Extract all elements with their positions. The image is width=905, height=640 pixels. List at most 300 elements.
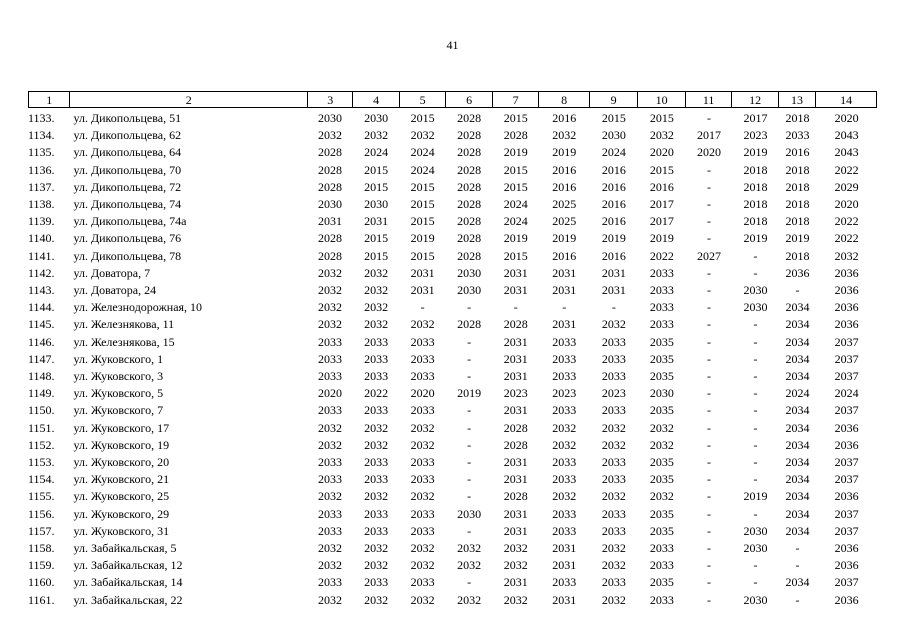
year-cell: 2030: [364, 197, 389, 212]
year-cell: -: [467, 455, 472, 470]
row-number: 1159.: [28, 558, 55, 573]
year-cell: 2028: [457, 197, 482, 212]
year-cell: 2035: [649, 334, 674, 349]
data-body: [28, 110, 877, 609]
year-cell: 2033: [552, 575, 577, 590]
row-address: ул. Забайкальская, 22: [73, 592, 183, 607]
year-cell: 2032: [552, 489, 577, 504]
year-cell: 2032: [410, 541, 435, 556]
year-cell: 2028: [457, 128, 482, 143]
year-cell: 2033: [552, 472, 577, 487]
row-number: 1143.: [28, 283, 55, 298]
year-cell: 2024: [601, 145, 626, 160]
year-cell: -: [467, 489, 472, 504]
year-cell: -: [706, 283, 711, 298]
row-number: 1139.: [28, 214, 55, 229]
year-cell: 2032: [601, 489, 626, 504]
year-cell: 2032: [410, 592, 435, 607]
year-cell: 2031: [503, 369, 528, 384]
year-cell: 2030: [457, 283, 482, 298]
year-cell: 2033: [318, 455, 343, 470]
year-cell: 2015: [410, 197, 435, 212]
year-cell: -: [706, 420, 711, 435]
year-cell: 2016: [601, 179, 626, 194]
year-cell: 2032: [503, 558, 528, 573]
year-cell: 2036: [834, 283, 859, 298]
year-cell: -: [753, 265, 758, 280]
year-cell: 2033: [364, 455, 389, 470]
table-row: [28, 437, 877, 454]
header-cell: 13: [778, 92, 815, 108]
year-cell: 2043: [834, 128, 859, 143]
year-cell: 2032: [552, 437, 577, 452]
row-number: 1144.: [28, 300, 55, 315]
year-cell: 2022: [834, 162, 859, 177]
year-cell: 2032: [834, 248, 859, 263]
year-cell: 2033: [649, 558, 674, 573]
table-row: [28, 420, 877, 437]
year-cell: 2032: [364, 317, 389, 332]
year-cell: 2033: [364, 403, 389, 418]
year-cell: 2024: [503, 214, 528, 229]
year-cell: 2032: [503, 541, 528, 556]
year-cell: 2016: [552, 111, 577, 125]
year-cell: 2018: [743, 214, 768, 229]
year-cell: -: [753, 472, 758, 487]
year-cell: 2031: [364, 214, 389, 229]
table-row: [28, 368, 877, 385]
row-address: ул. Жуковского, 21: [73, 472, 170, 487]
year-cell: 2032: [364, 489, 389, 504]
year-cell: 2032: [410, 317, 435, 332]
year-cell: -: [706, 455, 711, 470]
year-cell: 2037: [834, 506, 859, 521]
year-cell: 2031: [552, 558, 577, 573]
row-number: 1151.: [28, 420, 55, 435]
year-cell: 2030: [601, 128, 626, 143]
year-cell: -: [753, 317, 758, 332]
year-cell: 2031: [503, 575, 528, 590]
year-cell: 2023: [743, 128, 768, 143]
year-cell: 2032: [364, 420, 389, 435]
year-cell: 2030: [743, 592, 768, 607]
table-row: [28, 385, 877, 402]
year-cell: 2032: [318, 283, 343, 298]
year-cell: 2032: [364, 437, 389, 452]
year-cell: 2031: [503, 283, 528, 298]
year-cell: -: [706, 403, 711, 418]
year-cell: 2031: [503, 265, 528, 280]
year-cell: 2033: [785, 128, 810, 143]
year-cell: 2035: [649, 351, 674, 366]
year-cell: 2032: [318, 420, 343, 435]
year-cell: 2023: [601, 386, 626, 401]
row-address: ул. Забайкальская, 12: [73, 558, 183, 573]
row-address: ул. Железнякова, 11: [73, 317, 175, 332]
year-cell: 2033: [364, 575, 389, 590]
year-cell: -: [706, 489, 711, 504]
year-cell: 2033: [649, 265, 674, 280]
year-cell: 2031: [552, 283, 577, 298]
year-cell: 2033: [410, 334, 435, 349]
year-cell: 2032: [318, 489, 343, 504]
year-cell: 2018: [785, 162, 810, 177]
year-cell: 2033: [552, 455, 577, 470]
year-cell: 2020: [834, 197, 859, 212]
year-cell: 2037: [834, 575, 859, 590]
year-cell: 2031: [552, 592, 577, 607]
year-cell: 2028: [503, 317, 528, 332]
year-cell: 2034: [785, 489, 810, 504]
year-cell: 2023: [552, 386, 577, 401]
year-cell: 2028: [318, 248, 343, 263]
year-cell: -: [753, 506, 758, 521]
year-cell: -: [706, 541, 711, 556]
year-cell: 2032: [364, 128, 389, 143]
year-cell: 2031: [601, 283, 626, 298]
row-address: ул. Жуковского, 3: [73, 369, 164, 384]
year-cell: 2033: [649, 300, 674, 315]
row-address: ул. Дикопольцева, 78: [73, 248, 182, 263]
year-cell: 2028: [457, 162, 482, 177]
year-cell: 2032: [649, 437, 674, 452]
header-cell: 14: [816, 92, 877, 108]
row-number: 1146.: [28, 334, 55, 349]
year-cell: 2015: [410, 214, 435, 229]
row-address: ул. Доватора, 7: [73, 265, 151, 280]
table-row: [28, 454, 877, 471]
row-address: ул. Жуковского, 20: [73, 455, 170, 470]
year-cell: 2028: [503, 128, 528, 143]
year-cell: 2033: [601, 523, 626, 538]
row-address: ул. Дикопольцева, 76: [73, 231, 182, 246]
table-row: [28, 110, 877, 127]
year-cell: 2032: [410, 558, 435, 573]
header-cell: 5: [399, 92, 445, 108]
year-cell: 2033: [410, 403, 435, 418]
year-cell: 2024: [364, 145, 389, 160]
year-cell: 2032: [318, 300, 343, 315]
year-cell: 2016: [552, 162, 577, 177]
page-number: 41: [446, 38, 459, 52]
row-address: ул. Жуковского, 17: [73, 420, 170, 435]
year-cell: 2037: [834, 455, 859, 470]
year-cell: 2020: [318, 386, 343, 401]
year-cell: 2033: [649, 541, 674, 556]
year-cell: 2032: [503, 592, 528, 607]
year-cell: 2034: [785, 403, 810, 418]
year-cell: 2032: [457, 592, 482, 607]
year-cell: -: [706, 231, 711, 246]
year-cell: -: [467, 420, 472, 435]
year-cell: 2033: [364, 472, 389, 487]
year-cell: 2025: [552, 197, 577, 212]
year-cell: -: [467, 472, 472, 487]
row-address: ул. Дикопольцева, 51: [73, 111, 182, 125]
year-cell: 2020: [649, 145, 674, 160]
year-cell: 2015: [503, 162, 528, 177]
year-cell: 2037: [834, 369, 859, 384]
year-cell: 2022: [364, 386, 389, 401]
row-number: 1160.: [28, 575, 55, 590]
year-cell: -: [795, 592, 800, 607]
year-cell: 2024: [410, 145, 435, 160]
year-cell: 2036: [785, 265, 810, 280]
year-cell: 2034: [785, 420, 810, 435]
year-cell: -: [706, 197, 711, 212]
year-cell: 2030: [318, 111, 343, 125]
year-cell: -: [467, 369, 472, 384]
year-cell: 2030: [318, 197, 343, 212]
year-cell: 2015: [649, 162, 674, 177]
table-row: [28, 402, 877, 419]
table-row: [28, 523, 877, 540]
year-cell: -: [513, 300, 518, 315]
row-address: ул. Жуковского, 31: [73, 523, 170, 538]
year-cell: 2032: [410, 128, 435, 143]
year-cell: 2033: [552, 351, 577, 366]
year-cell: 2033: [318, 523, 343, 538]
year-cell: 2036: [834, 265, 859, 280]
year-cell: 2028: [457, 231, 482, 246]
row-address: ул. Дикопольцева, 72: [73, 179, 182, 194]
year-cell: 2033: [364, 334, 389, 349]
year-cell: 2036: [834, 592, 859, 607]
year-cell: 2032: [552, 128, 577, 143]
year-cell: 2020: [696, 145, 721, 160]
year-cell: -: [753, 369, 758, 384]
year-cell: 2016: [785, 145, 810, 160]
year-cell: -: [706, 386, 711, 401]
year-cell: 2032: [318, 541, 343, 556]
table-row: [28, 334, 877, 351]
table-row: [28, 230, 877, 247]
year-cell: 2028: [318, 179, 343, 194]
year-cell: 2033: [318, 351, 343, 366]
year-cell: 2031: [503, 403, 528, 418]
year-cell: 2019: [503, 145, 528, 160]
year-cell: 2033: [318, 575, 343, 590]
row-address: ул. Жуковского, 19: [73, 437, 170, 452]
year-cell: 2017: [649, 214, 674, 229]
year-cell: 2033: [364, 369, 389, 384]
year-cell: 2028: [503, 489, 528, 504]
year-cell: 2034: [785, 437, 810, 452]
year-cell: 2030: [649, 386, 674, 401]
year-cell: -: [753, 386, 758, 401]
year-cell: 2016: [601, 162, 626, 177]
year-cell: 2025: [552, 214, 577, 229]
year-cell: -: [611, 300, 616, 315]
year-cell: 2033: [364, 523, 389, 538]
year-cell: 2037: [834, 351, 859, 366]
year-cell: -: [562, 300, 567, 315]
header-cell: 1: [29, 92, 70, 108]
year-cell: 2032: [601, 592, 626, 607]
row-address: ул. Жуковского, 1: [73, 351, 164, 366]
row-number: 1147.: [28, 351, 55, 366]
table-row: [28, 506, 877, 523]
row-address: ул. Дикопольцева, 62: [73, 128, 182, 143]
header-cell: 3: [307, 92, 352, 108]
row-address: ул. Жуковского, 5: [73, 386, 164, 401]
row-number: 1137.: [28, 179, 55, 194]
year-cell: 2031: [503, 334, 528, 349]
year-cell: -: [706, 300, 711, 315]
year-cell: 2033: [649, 283, 674, 298]
table-row: [28, 127, 877, 144]
year-cell: 2034: [785, 369, 810, 384]
year-cell: 2022: [649, 248, 674, 263]
year-cell: 2032: [318, 592, 343, 607]
year-cell: -: [706, 111, 711, 125]
row-number: 1152.: [28, 437, 55, 452]
table-row: [28, 351, 877, 368]
year-cell: 2032: [364, 592, 389, 607]
year-cell: 2035: [649, 455, 674, 470]
row-address: ул. Жуковского, 7: [73, 403, 164, 418]
year-cell: 2031: [503, 351, 528, 366]
table-row: [28, 162, 877, 179]
year-cell: -: [753, 403, 758, 418]
year-cell: -: [706, 506, 711, 521]
year-cell: 2032: [552, 420, 577, 435]
year-cell: -: [753, 334, 758, 349]
year-cell: 2032: [457, 541, 482, 556]
table-row: [28, 574, 877, 591]
year-cell: -: [467, 403, 472, 418]
header-cell: 12: [732, 92, 778, 108]
table-row: [28, 196, 877, 213]
table-row: [28, 299, 877, 316]
header-cell: 7: [492, 92, 538, 108]
year-cell: 2031: [503, 506, 528, 521]
year-cell: 2030: [457, 265, 482, 280]
year-cell: -: [420, 300, 425, 315]
year-cell: 2015: [503, 111, 528, 125]
year-cell: 2019: [552, 231, 577, 246]
year-cell: 2035: [649, 403, 674, 418]
year-cell: 2019: [457, 386, 482, 401]
year-cell: 2030: [743, 523, 768, 538]
year-cell: 2033: [410, 472, 435, 487]
year-cell: 2033: [410, 455, 435, 470]
year-cell: 2015: [364, 162, 389, 177]
year-cell: 2036: [834, 300, 859, 315]
table-row: [28, 213, 877, 230]
year-cell: -: [706, 523, 711, 538]
year-cell: 2033: [601, 575, 626, 590]
year-cell: 2032: [364, 283, 389, 298]
year-cell: -: [706, 437, 711, 452]
header-cell: 2: [70, 92, 308, 108]
year-cell: 2031: [410, 265, 435, 280]
year-cell: 2036: [834, 437, 859, 452]
year-cell: 2031: [410, 283, 435, 298]
year-cell: 2028: [503, 420, 528, 435]
year-cell: 2032: [318, 265, 343, 280]
year-cell: 2015: [601, 111, 626, 125]
year-cell: 2018: [785, 111, 810, 125]
year-cell: 2033: [410, 506, 435, 521]
year-cell: 2032: [601, 317, 626, 332]
year-cell: 2032: [318, 128, 343, 143]
year-cell: -: [753, 420, 758, 435]
year-cell: 2033: [601, 403, 626, 418]
year-cell: 2019: [601, 231, 626, 246]
row-number: 1135.: [28, 145, 55, 160]
year-cell: 2037: [834, 334, 859, 349]
year-cell: -: [706, 558, 711, 573]
year-cell: 2035: [649, 506, 674, 521]
year-cell: 2033: [410, 351, 435, 366]
year-cell: 2015: [410, 248, 435, 263]
year-cell: 2019: [649, 231, 674, 246]
table-row: [28, 248, 877, 265]
year-cell: 2032: [364, 265, 389, 280]
year-cell: -: [706, 179, 711, 194]
year-cell: -: [467, 523, 472, 538]
row-number: 1157.: [28, 523, 55, 538]
year-cell: 2036: [834, 541, 859, 556]
year-cell: 2032: [649, 128, 674, 143]
header-cell: 10: [638, 92, 686, 108]
row-address: ул. Дикопольцева, 74а: [73, 214, 187, 229]
year-cell: 2033: [318, 403, 343, 418]
table-row: [28, 488, 877, 505]
year-cell: 2032: [601, 437, 626, 452]
row-number: 1140.: [28, 231, 55, 246]
year-cell: 2033: [601, 351, 626, 366]
year-cell: 2027: [696, 248, 721, 263]
year-cell: -: [706, 351, 711, 366]
year-cell: 2017: [743, 111, 768, 125]
year-cell: 2034: [785, 455, 810, 470]
year-cell: 2019: [552, 145, 577, 160]
row-number: 1149.: [28, 386, 55, 401]
year-cell: 2015: [364, 248, 389, 263]
year-cell: -: [706, 334, 711, 349]
year-cell: 2033: [410, 369, 435, 384]
year-cell: 2023: [503, 386, 528, 401]
year-cell: 2018: [785, 179, 810, 194]
header-table: [28, 91, 877, 108]
year-cell: -: [467, 351, 472, 366]
year-cell: 2035: [649, 369, 674, 384]
year-cell: 2031: [552, 317, 577, 332]
year-cell: 2015: [410, 179, 435, 194]
year-cell: 2034: [785, 575, 810, 590]
year-cell: -: [706, 472, 711, 487]
year-cell: 2028: [457, 145, 482, 160]
year-cell: 2031: [503, 523, 528, 538]
year-cell: -: [706, 214, 711, 229]
table-row: [28, 540, 877, 557]
year-cell: 2033: [601, 334, 626, 349]
year-cell: 2016: [601, 214, 626, 229]
year-cell: -: [706, 265, 711, 280]
year-cell: 2032: [649, 420, 674, 435]
year-cell: 2033: [364, 351, 389, 366]
year-cell: 2033: [601, 506, 626, 521]
year-cell: 2031: [601, 265, 626, 280]
year-cell: 2028: [457, 248, 482, 263]
year-cell: 2032: [410, 437, 435, 452]
year-cell: -: [753, 455, 758, 470]
year-cell: 2032: [364, 300, 389, 315]
year-cell: 2028: [318, 231, 343, 246]
row-address: ул. Забайкальская, 5: [73, 541, 177, 556]
